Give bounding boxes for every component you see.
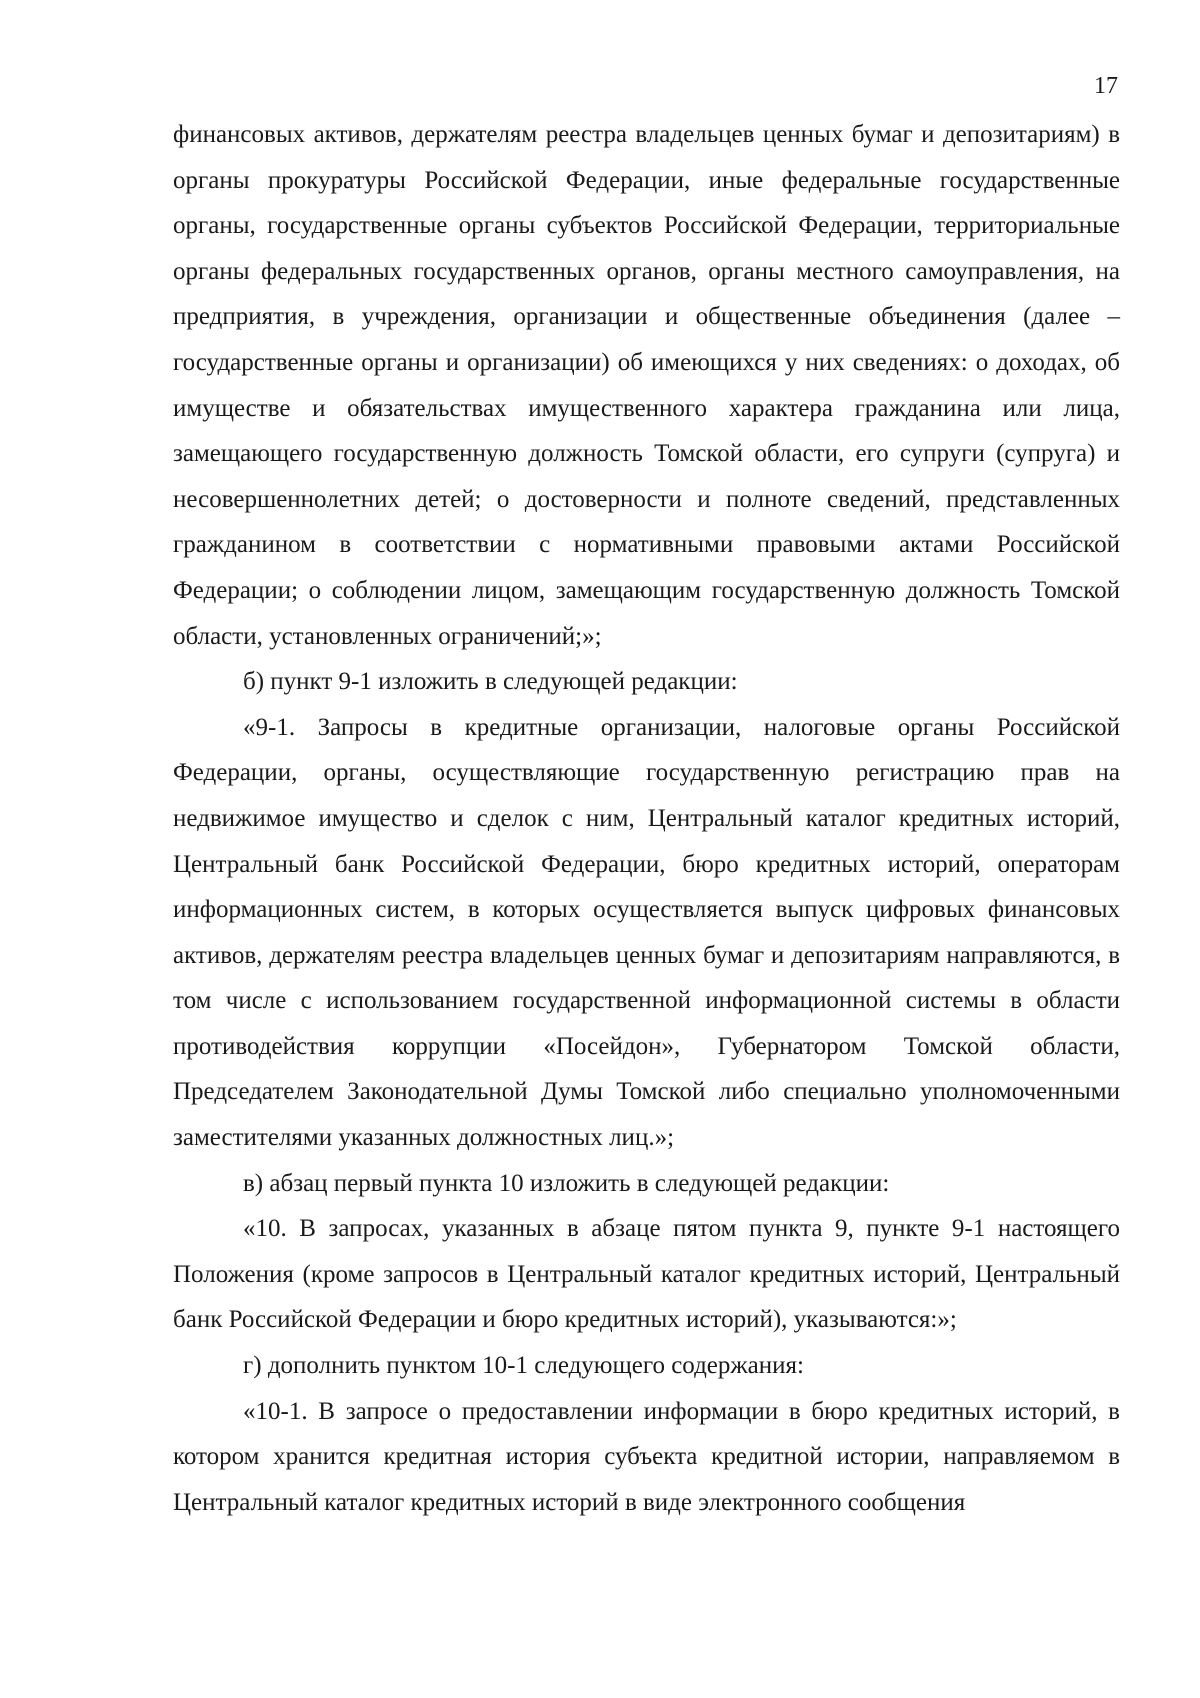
paragraph-item-v: в) абзац первый пункта 10 изложить в следующей редакции: (243, 1169, 890, 1197)
paragraph-clause-9-1: «9-1. Запросы в кредитные организации, налоговые органы Российской Федерации, органы, осуществляющие государственную регистрацию прав на недвижимое имущество и сделок с ним, Центральный каталог кредитных историй, Центральный банк Российской Федерации, бюро кредитных историй, операторам информационных систем, в которых осуществляется выпуск цифровых финансовых активов, держателям реестра владельцев ценных бумаг и депозитариям направляются, в том числе с использованием государственной информационной системы в области противодействия коррупции «Посейдон», Губернатором Томской области, Председателем Законодательной Думы Томской либо специально уполномоченными заместителями указанных должностных лиц.»; (173, 713, 1120, 1152)
page-number: 17 (1094, 73, 1118, 99)
document-body (173, 112, 1120, 1525)
paragraph-item-g: г) дополнить пунктом 10-1 следующего содержания: (243, 1352, 804, 1380)
paragraph-continuation: финансовых активов, держателям реестра владельцев ценных бумаг и депозитариям) в органы прокуратуры Российской Федерации, иные федеральные государственные органы, государственные органы субъектов Российской Федерации, территориальные органы федеральных государственных органов, органы местного самоуправления, на предприятия, в учреждения, организации и общественные объединения (далее – государственные органы и организации) об имеющихся у них сведениях: о доходах, об имуществе и обязательствах имущественного характера гражданина или лица, замещающего государственную должность Томской области, его супруги (супруга) и несовершеннолетних детей; о достоверности и полноте сведений, представленных гражданином в соответствии с нормативными правовыми актами Российской Федерации; о соблюдении лицом, замещающим государственную должность Томской области, установленных ограничений;»; (173, 121, 1120, 650)
paragraph-item-b: б) пункт 9-1 изложить в следующей редакции: (243, 668, 738, 696)
paragraph-clause-10-1: «10-1. В запросе о предоставлении информации в бюро кредитных историй, в котором хранится кредитная история субъекта кредитной истории, направляемом в Центральный каталог кредитных историй в виде электронного сообщения (173, 1397, 1120, 1516)
paragraph-clause-10: «10. В запросах, указанных в абзаце пятом пункта 9, пункте 9-1 настоящего Положения (кроме запросов в Центральный каталог кредитных историй, Центральный банк Российской Федерации и бюро кредитных историй), указываются:»; (173, 1215, 1120, 1334)
